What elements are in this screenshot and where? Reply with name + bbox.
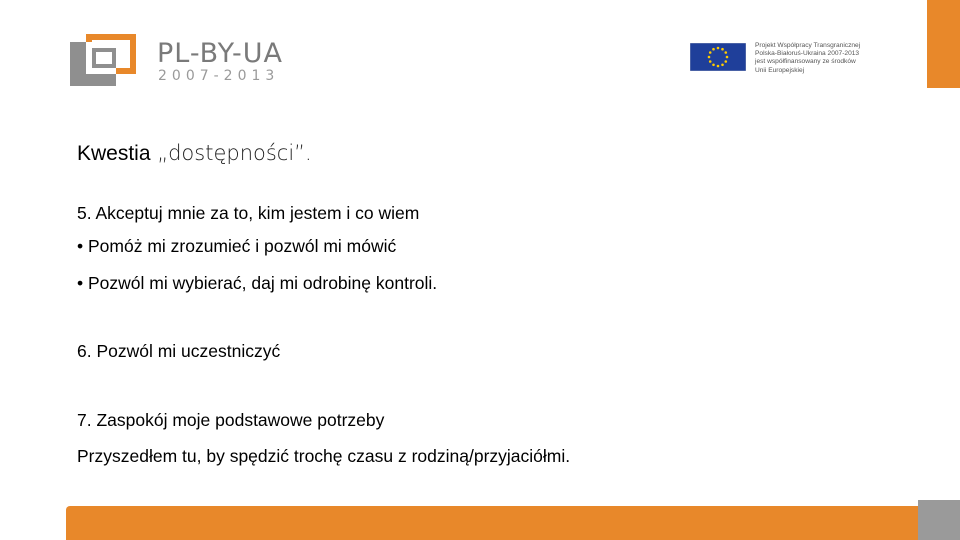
- body-line: 7. Zaspokój moje podstawowe potrzeby: [77, 410, 385, 430]
- eu-flag-icon: [690, 43, 746, 71]
- slide-title: [77, 141, 312, 166]
- eu-star: [724, 60, 727, 63]
- eu-text-line: jest współfinansowany ze środków: [755, 58, 856, 66]
- eu-star: [724, 51, 727, 54]
- brand-name: PL-BY-UA: [157, 38, 283, 69]
- body-line: • Pozwól mi wybierać, daj mi odrobinę kontroli.: [77, 273, 438, 293]
- footer-gray-block: [918, 500, 960, 540]
- accent-bar-top-right: [927, 0, 960, 88]
- body-line: Przyszedłem tu, by spędzić trochę czasu z rodziną/przyjaciółmi.: [77, 446, 571, 466]
- body-line: 6. Pozwól mi uczestniczyć: [77, 341, 281, 361]
- slide-title-rest: „dostępności”.: [150, 141, 312, 165]
- eu-text-line: Unii Europejskiej: [755, 66, 805, 74]
- program-logo: [70, 34, 136, 86]
- eu-star: [708, 56, 711, 59]
- footer-accent-bar: [66, 506, 918, 540]
- body-line: • Pomóż mi zrozumieć i pozwól mi mówić: [77, 236, 397, 256]
- eu-star: [712, 63, 715, 66]
- eu-star: [717, 65, 720, 68]
- eu-text-line: Polska-Białoruś-Ukraina 2007-2013: [755, 50, 860, 58]
- eu-cofinancing-text: [755, 42, 920, 75]
- eu-star: [721, 63, 724, 66]
- body-line: 5. Akceptuj mnie za to, kim jestem i co wiem: [77, 203, 420, 223]
- eu-star: [726, 56, 729, 59]
- eu-star: [712, 48, 715, 51]
- slide-title-prefix: Kwestia: [77, 142, 151, 165]
- brand-years: 2007-2013: [158, 68, 280, 84]
- eu-text-line: Projekt Współpracy Transgranicznej: [755, 42, 861, 49]
- eu-star: [709, 60, 712, 63]
- eu-star: [709, 51, 712, 54]
- eu-star: [717, 47, 720, 50]
- eu-star: [721, 48, 724, 51]
